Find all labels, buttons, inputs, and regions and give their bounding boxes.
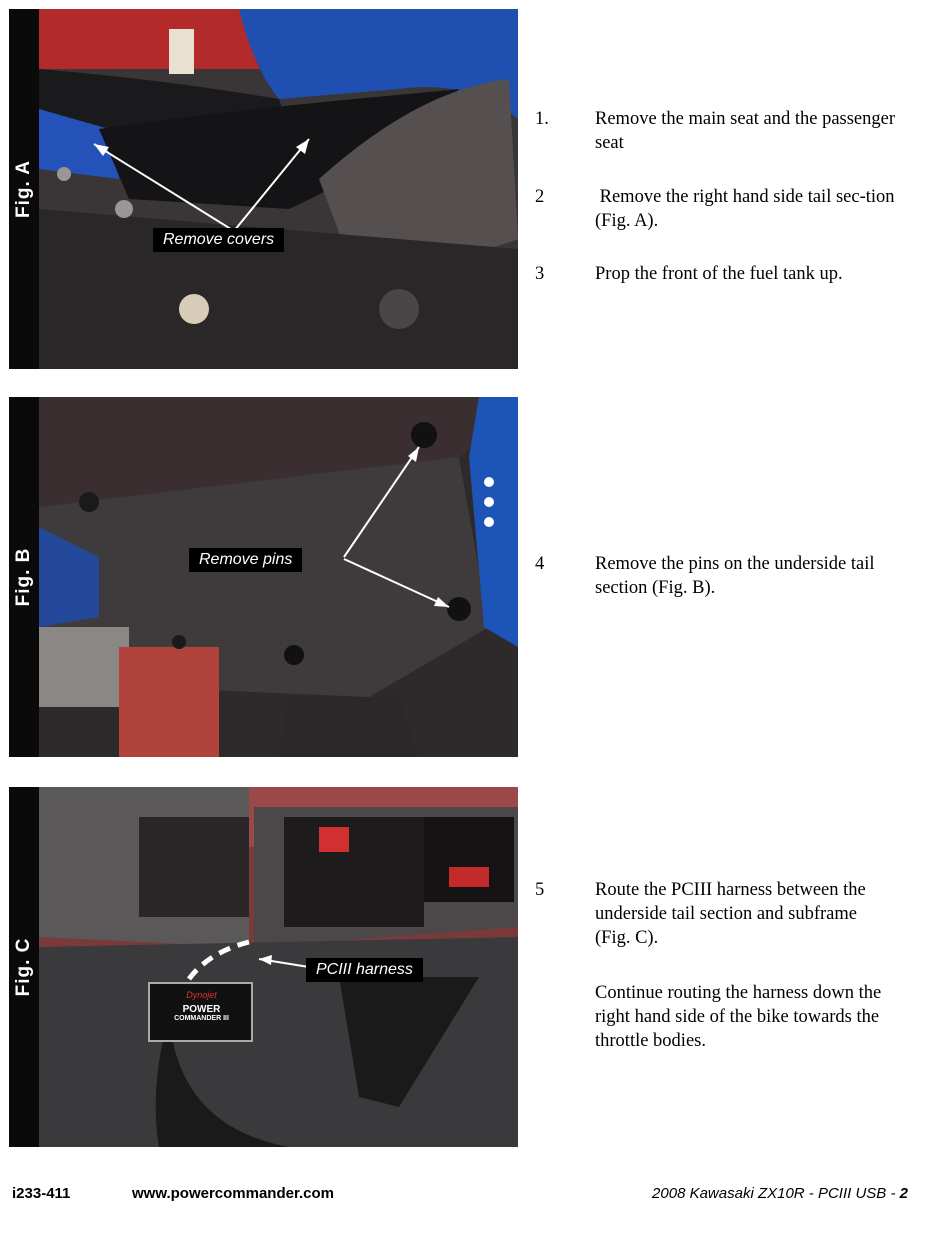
device-brand: Dynojet	[186, 990, 217, 1000]
document-title	[652, 1185, 908, 1202]
remove-pins-callout: Remove pins	[189, 548, 302, 572]
figure-b	[9, 397, 518, 757]
step-text: Remove the right hand side tail sec-tion (Fig. A).	[595, 187, 900, 231]
step-text: Remove the pins on the underside tail section (Fig. B).	[595, 554, 875, 598]
figure-c-tab: Fig. C	[9, 787, 39, 1147]
remove-covers-callout: Remove covers	[153, 228, 284, 252]
page-footer	[12, 1185, 908, 1207]
figure-b-photo	[39, 397, 518, 757]
figure-c-photo	[39, 787, 518, 1147]
figure-a-tab: Fig. A	[9, 9, 39, 369]
pciii-harness-callout: PCIII harness	[306, 958, 423, 982]
step-number: 1.	[535, 109, 549, 129]
figure-a	[9, 9, 518, 369]
step-text: Continue routing the harness down the right hand side of the bike towards the throttle bodies.	[595, 983, 882, 1051]
figure-b-tab: Fig. B	[9, 397, 39, 757]
document-code: i233-411	[12, 1185, 71, 1202]
device-line-2: COMMANDER III	[174, 1015, 229, 1022]
power-commander-device	[154, 987, 249, 1037]
step-text: Remove the main seat and the passenger seat	[595, 109, 896, 153]
step-number: 2	[535, 187, 545, 207]
step-text: Route the PCIII harness between the underside tail section and subframe (Fig. C).	[595, 880, 866, 948]
figure-c	[9, 787, 518, 1147]
website-link[interactable]: www.powercommander.com	[132, 1185, 334, 1202]
step-text: Prop the front of the fuel tank up.	[595, 264, 843, 284]
page-number: 2	[899, 1185, 908, 1202]
step-number: 3	[535, 264, 545, 284]
step-number: 5	[535, 880, 545, 900]
device-line-1: POWER	[182, 1004, 221, 1015]
figure-a-photo	[39, 9, 518, 369]
document-title-text: 2008 Kawasaki ZX10R - PCIII USB -	[652, 1185, 900, 1202]
step-number: 4	[535, 554, 545, 574]
